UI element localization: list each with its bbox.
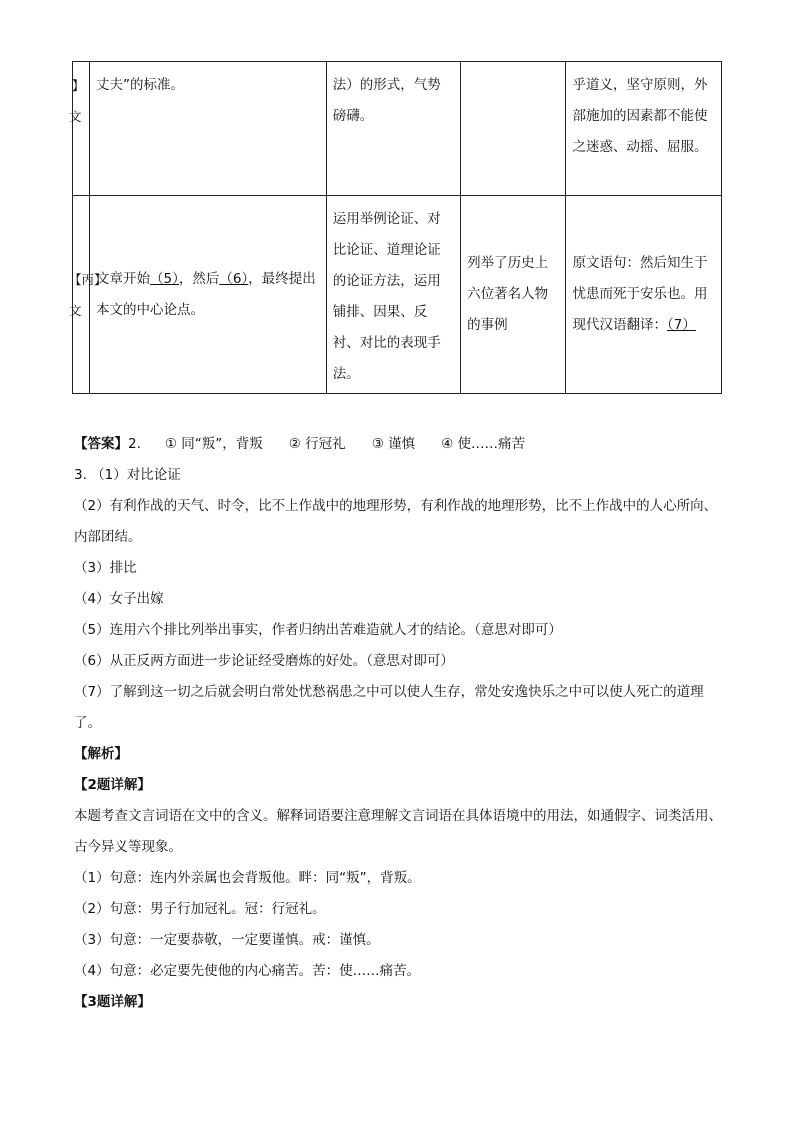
table-cell: 原文语句：然后知生于忧患而死于安乐也。用现代汉语翻译：（7）	[572, 255, 708, 333]
blank-5: （5）	[150, 270, 179, 287]
analysis-line: （4）句意：必定要先使他的内心痛苦。苦：使……痛苦。	[74, 963, 421, 979]
row-label: 】文	[73, 62, 90, 196]
table-cell	[461, 62, 565, 70]
analysis-label: 【解析】	[74, 746, 128, 762]
answer-label: 【答案】	[74, 436, 128, 452]
answer-item: ③ 谨慎	[371, 436, 416, 452]
answer-item: ① 同“叛”，背叛	[164, 436, 263, 452]
table-cell: 丈夫”的标准。	[96, 77, 185, 93]
table-cell: 文章开始（5），然后（6），最终提出本文的中心论点。	[96, 270, 316, 318]
answer-line: （7）了解到这一切之后就会明白常处忧愁祸患之中可以使人生存，常处安逸快乐之中可以使人死亡的道理了。	[74, 684, 704, 731]
table-row	[73, 196, 722, 394]
answer-line: 【答案】2. ① 同“叛”，背叛 ② 行冠礼 ③ 谨慎 ④ 使……痛苦	[74, 429, 724, 460]
analysis-line: （2）句意：男子行加冠礼。冠：行冠礼。	[74, 901, 326, 917]
table-cell: 乎道义，坚守原则，外部施加的因素都不能使之迷惑、动摇、屈服。	[572, 77, 708, 155]
answer-section	[74, 429, 724, 1018]
answer-line: （6）从正反两方面进一步论证经受磨炼的好处。（意思对即可）	[74, 653, 454, 669]
answer-line: （5）连用六个排比列举出事实，作者归纳出苦难造就人才的结论。（意思对即可）	[74, 622, 562, 638]
section-heading: 【2题详解】	[74, 777, 151, 793]
analysis-line: （1）句意：连内外亲属也会背叛他。畔：同“叛”，背叛。	[74, 870, 421, 886]
analysis-intro: 本题考查文言词语在文中的含义。解释词语要注意理解文言词语在具体语境中的用法，如通假字、词类活用、古今异义等现象。	[74, 808, 722, 855]
answer-line: （2）有利作战的天气、时令，比不上作战中的地理形势，有利作战的地理形势，比不上作战中的人心所向、内部团结。	[74, 498, 718, 545]
blank-6: （6）	[219, 270, 249, 287]
section-heading: 【3题详解】	[74, 994, 151, 1010]
comparison-table	[69, 61, 722, 394]
answer-line: （3）排比	[74, 560, 137, 576]
table-cell: 运用举例论证、对比论证、道理论证的论证方法，运用铺排、因果、反衬、对比的表现手法。	[332, 211, 441, 382]
table-cell: 列举了历史上六位著名人物的事例	[467, 255, 549, 333]
answer-line: （4）女子出嫁	[74, 591, 164, 607]
table-cell: 法）的形式，气势磅礴。	[332, 77, 441, 124]
blank-7: （7）	[666, 317, 696, 333]
analysis-line: （3）句意：一定要恭敬，一定要谨慎。戒：谨慎。	[74, 932, 380, 948]
row-label: 【丙】文	[73, 196, 90, 394]
answer-item: ④ 使……痛苦	[441, 436, 525, 452]
answer-line: 3. （1）对比论证	[74, 467, 181, 483]
answer-item: ② 行冠礼	[288, 436, 346, 452]
table-row	[73, 62, 722, 196]
